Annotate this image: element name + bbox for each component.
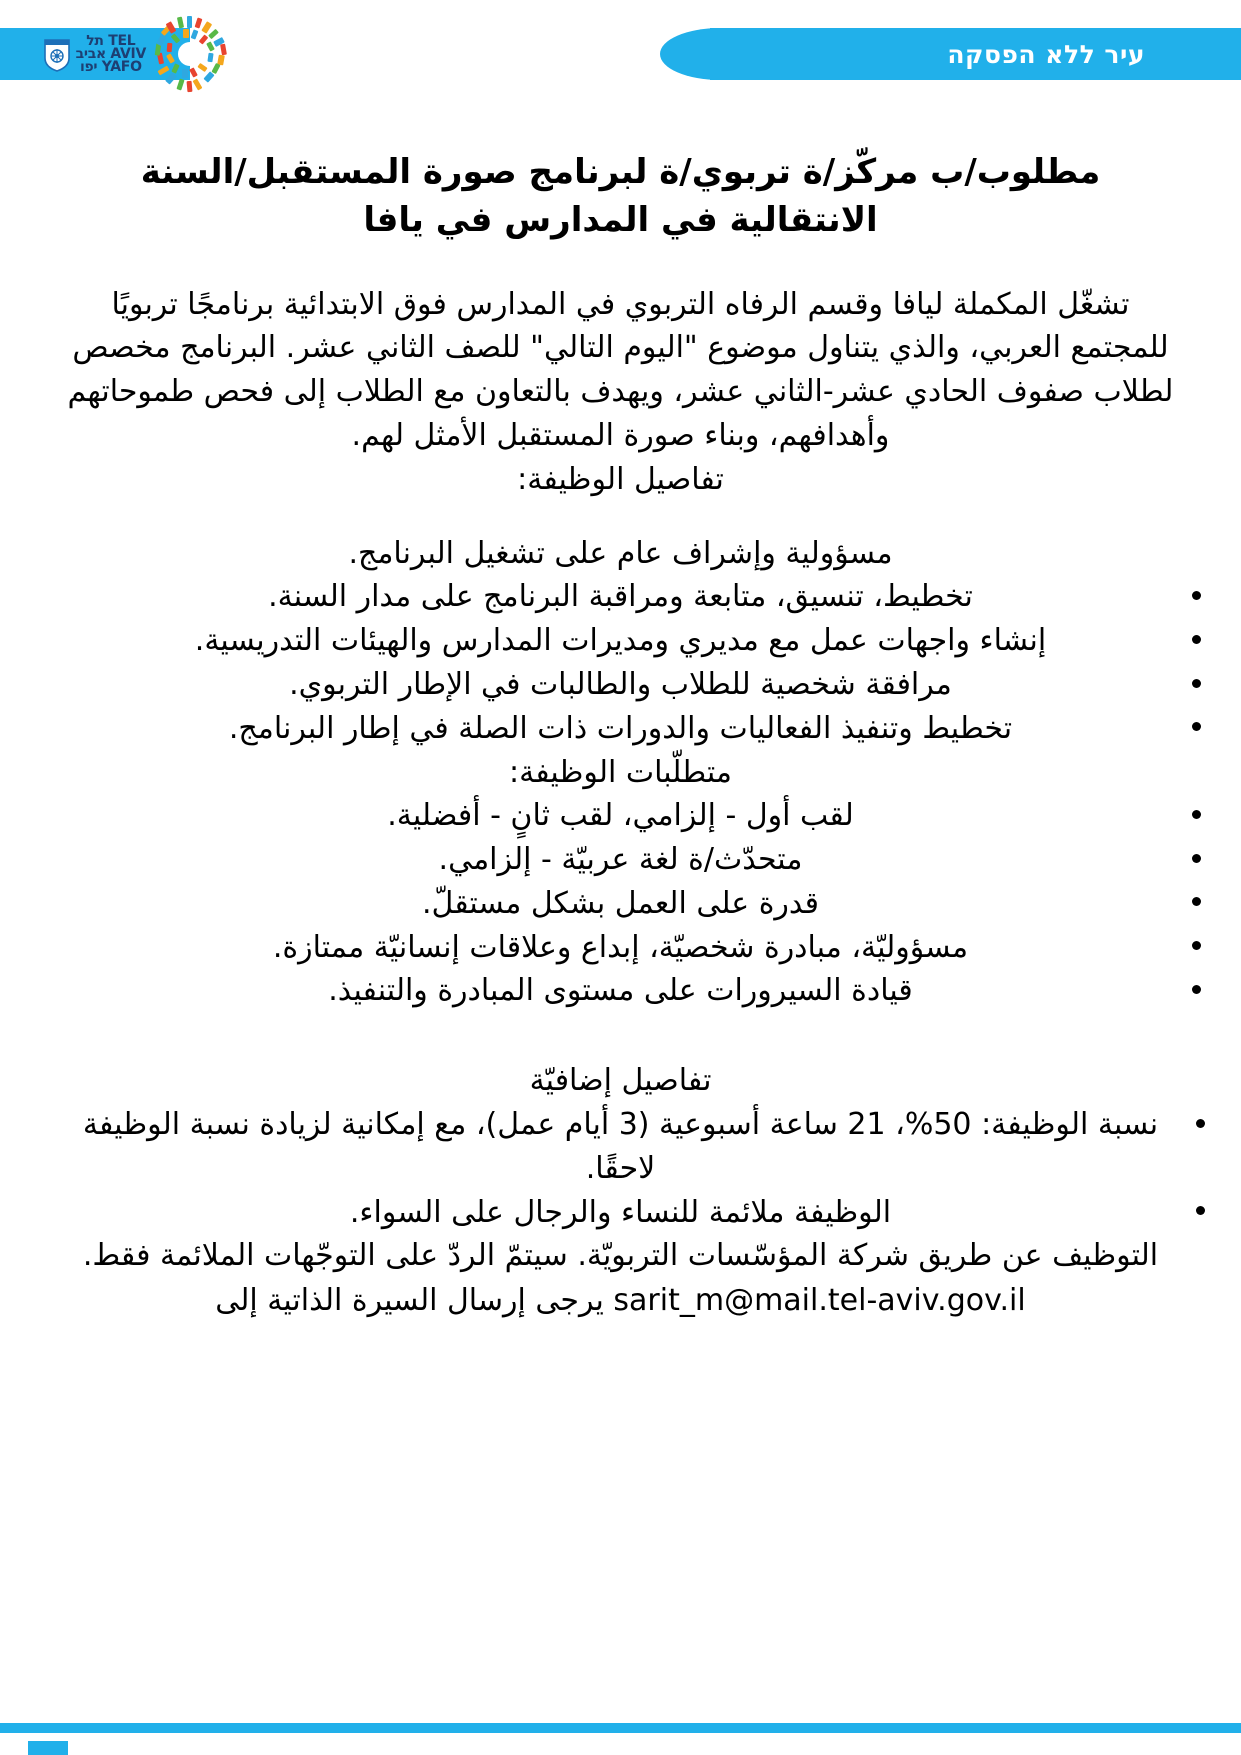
list-item-label: تخطيط وتنفيذ الفعاليات والدورات ذات الصلة في إطار البرنامج. bbox=[228, 710, 1013, 746]
bullet-icon bbox=[1196, 1206, 1205, 1215]
logo-line-1: תל TEL bbox=[86, 32, 136, 49]
footer-blue-bar bbox=[0, 1723, 1241, 1733]
page-footer bbox=[0, 1709, 1241, 1755]
list-item bbox=[62, 663, 1179, 707]
list-item bbox=[62, 1103, 1179, 1191]
closing-note: التوظيف عن طريق شركة المؤسّسات التربويّة. سيتمّ الردّ على التوجّهات الملائمة فقط. bbox=[82, 1238, 1159, 1274]
bullet-icon bbox=[1192, 854, 1201, 863]
list-item-label: مرافقة شخصية للطلاب والطالبات في الإطار التربوي. bbox=[289, 666, 952, 702]
list-item-label: لقب أول - إلزامي، لقب ثانٍ - أفضلية. bbox=[387, 798, 854, 834]
footer-white-strip bbox=[0, 1741, 1241, 1755]
list-item-label: متحدّث/ة لغة عربيّة - إلزامي. bbox=[438, 842, 803, 878]
requirements-list bbox=[62, 794, 1179, 1013]
list-item bbox=[62, 969, 1179, 1013]
bullet-icon bbox=[1192, 985, 1201, 994]
list-item bbox=[62, 619, 1179, 663]
list-item bbox=[62, 707, 1179, 751]
list-item bbox=[62, 575, 1179, 619]
bullet-icon bbox=[1192, 591, 1201, 600]
header-tagline: עיר ללא הפסקה bbox=[947, 39, 1145, 69]
page-header bbox=[0, 0, 1241, 104]
document-body bbox=[0, 104, 1241, 1323]
list-item-label: الوظيفة ملائمة للنساء والرجال على السواء. bbox=[349, 1194, 892, 1230]
responsibility-lead: مسؤولية وإشراف عام على تشغيل البرنامج. bbox=[348, 535, 893, 571]
footer-accent-block bbox=[28, 1741, 68, 1755]
list-item-label: نسبة الوظيفة: 50%، 21 ساعة أسبوعية (3 أيام عمل)، مع إمكانية لزيادة نسبة الوظيفة لاحقًا. bbox=[82, 1107, 1159, 1186]
requirements-heading: متطلّبات الوظيفة: bbox=[509, 754, 732, 790]
list-item-label: تخطيط، تنسيق، متابعة ومراقبة البرنامج على مدار السنة. bbox=[268, 579, 973, 615]
list-item bbox=[62, 838, 1179, 882]
list-item-label: قيادة السيرورات على مستوى المبادرة والتنفيذ. bbox=[328, 973, 913, 1009]
apply-line bbox=[62, 1278, 1179, 1323]
bullet-icon bbox=[1192, 810, 1201, 819]
logo-wordmark bbox=[75, 32, 146, 75]
bullet-icon bbox=[1192, 679, 1201, 688]
page-title: مطلوب/ب مركّز/ة تربوي/ة لبرنامج صورة المستقبل/السنة الانتقالية في المدارس في يافا bbox=[140, 152, 1101, 241]
list-item-label: مسؤوليّة، مبادرة شخصيّة، إبداع وعلاقات إنسانيّة ممتازة. bbox=[272, 929, 969, 965]
bullet-icon bbox=[1192, 635, 1201, 644]
bullet-icon bbox=[1192, 897, 1201, 906]
bullet-icon bbox=[1192, 941, 1201, 950]
logo-line-3: יפו YAFO bbox=[79, 58, 142, 75]
list-item bbox=[62, 882, 1179, 926]
header-white-notch bbox=[190, 28, 710, 80]
extra-details-list bbox=[62, 1103, 1179, 1234]
list-item-label: قدرة على العمل بشكل مستقلّ. bbox=[421, 885, 819, 921]
bullet-icon bbox=[1196, 1119, 1205, 1128]
city-crest-icon bbox=[42, 36, 72, 72]
list-item bbox=[62, 926, 1179, 970]
list-item-label: إنشاء واجهات عمل مع مديري ومديرات المدارس والهيئات التدريسية. bbox=[194, 623, 1047, 659]
colorful-burst-icon bbox=[150, 14, 230, 94]
extra-details-heading: تفاصيل إضافيّة bbox=[529, 1063, 712, 1099]
logo-line-2: אביב AVIV bbox=[75, 45, 146, 62]
apply-prefix-label: يرجى إرسال السيرة الذاتية إلى bbox=[215, 1283, 604, 1319]
job-details-heading: تفاصيل الوظيفة: bbox=[517, 461, 724, 497]
intro-paragraph: تشغّل المكملة ليافا وقسم الرفاه التربوي في المدارس فوق الابتدائية برنامجًا تربويًا للمجتمع العربي، والذي يتناول موضوع "اليوم التالي" للصف الثاني عشر. البرنامج مخصص لطلاب صفوف الحادي عشر-الثاني عشر، ويهدف بالتعاون مع الطلاب إلى فحص طموحاتهم وأهدافهم، وبناء صورة المستقبل الأمثل لهم. bbox=[67, 286, 1174, 453]
list-item bbox=[62, 794, 1179, 838]
duties-list bbox=[62, 575, 1179, 750]
header-drop-notch bbox=[118, 80, 162, 124]
bullet-icon bbox=[1192, 722, 1201, 731]
contact-email[interactable]: sarit_m@mail.tel-aviv.gov.il bbox=[613, 1283, 1026, 1319]
list-item bbox=[62, 1191, 1179, 1235]
